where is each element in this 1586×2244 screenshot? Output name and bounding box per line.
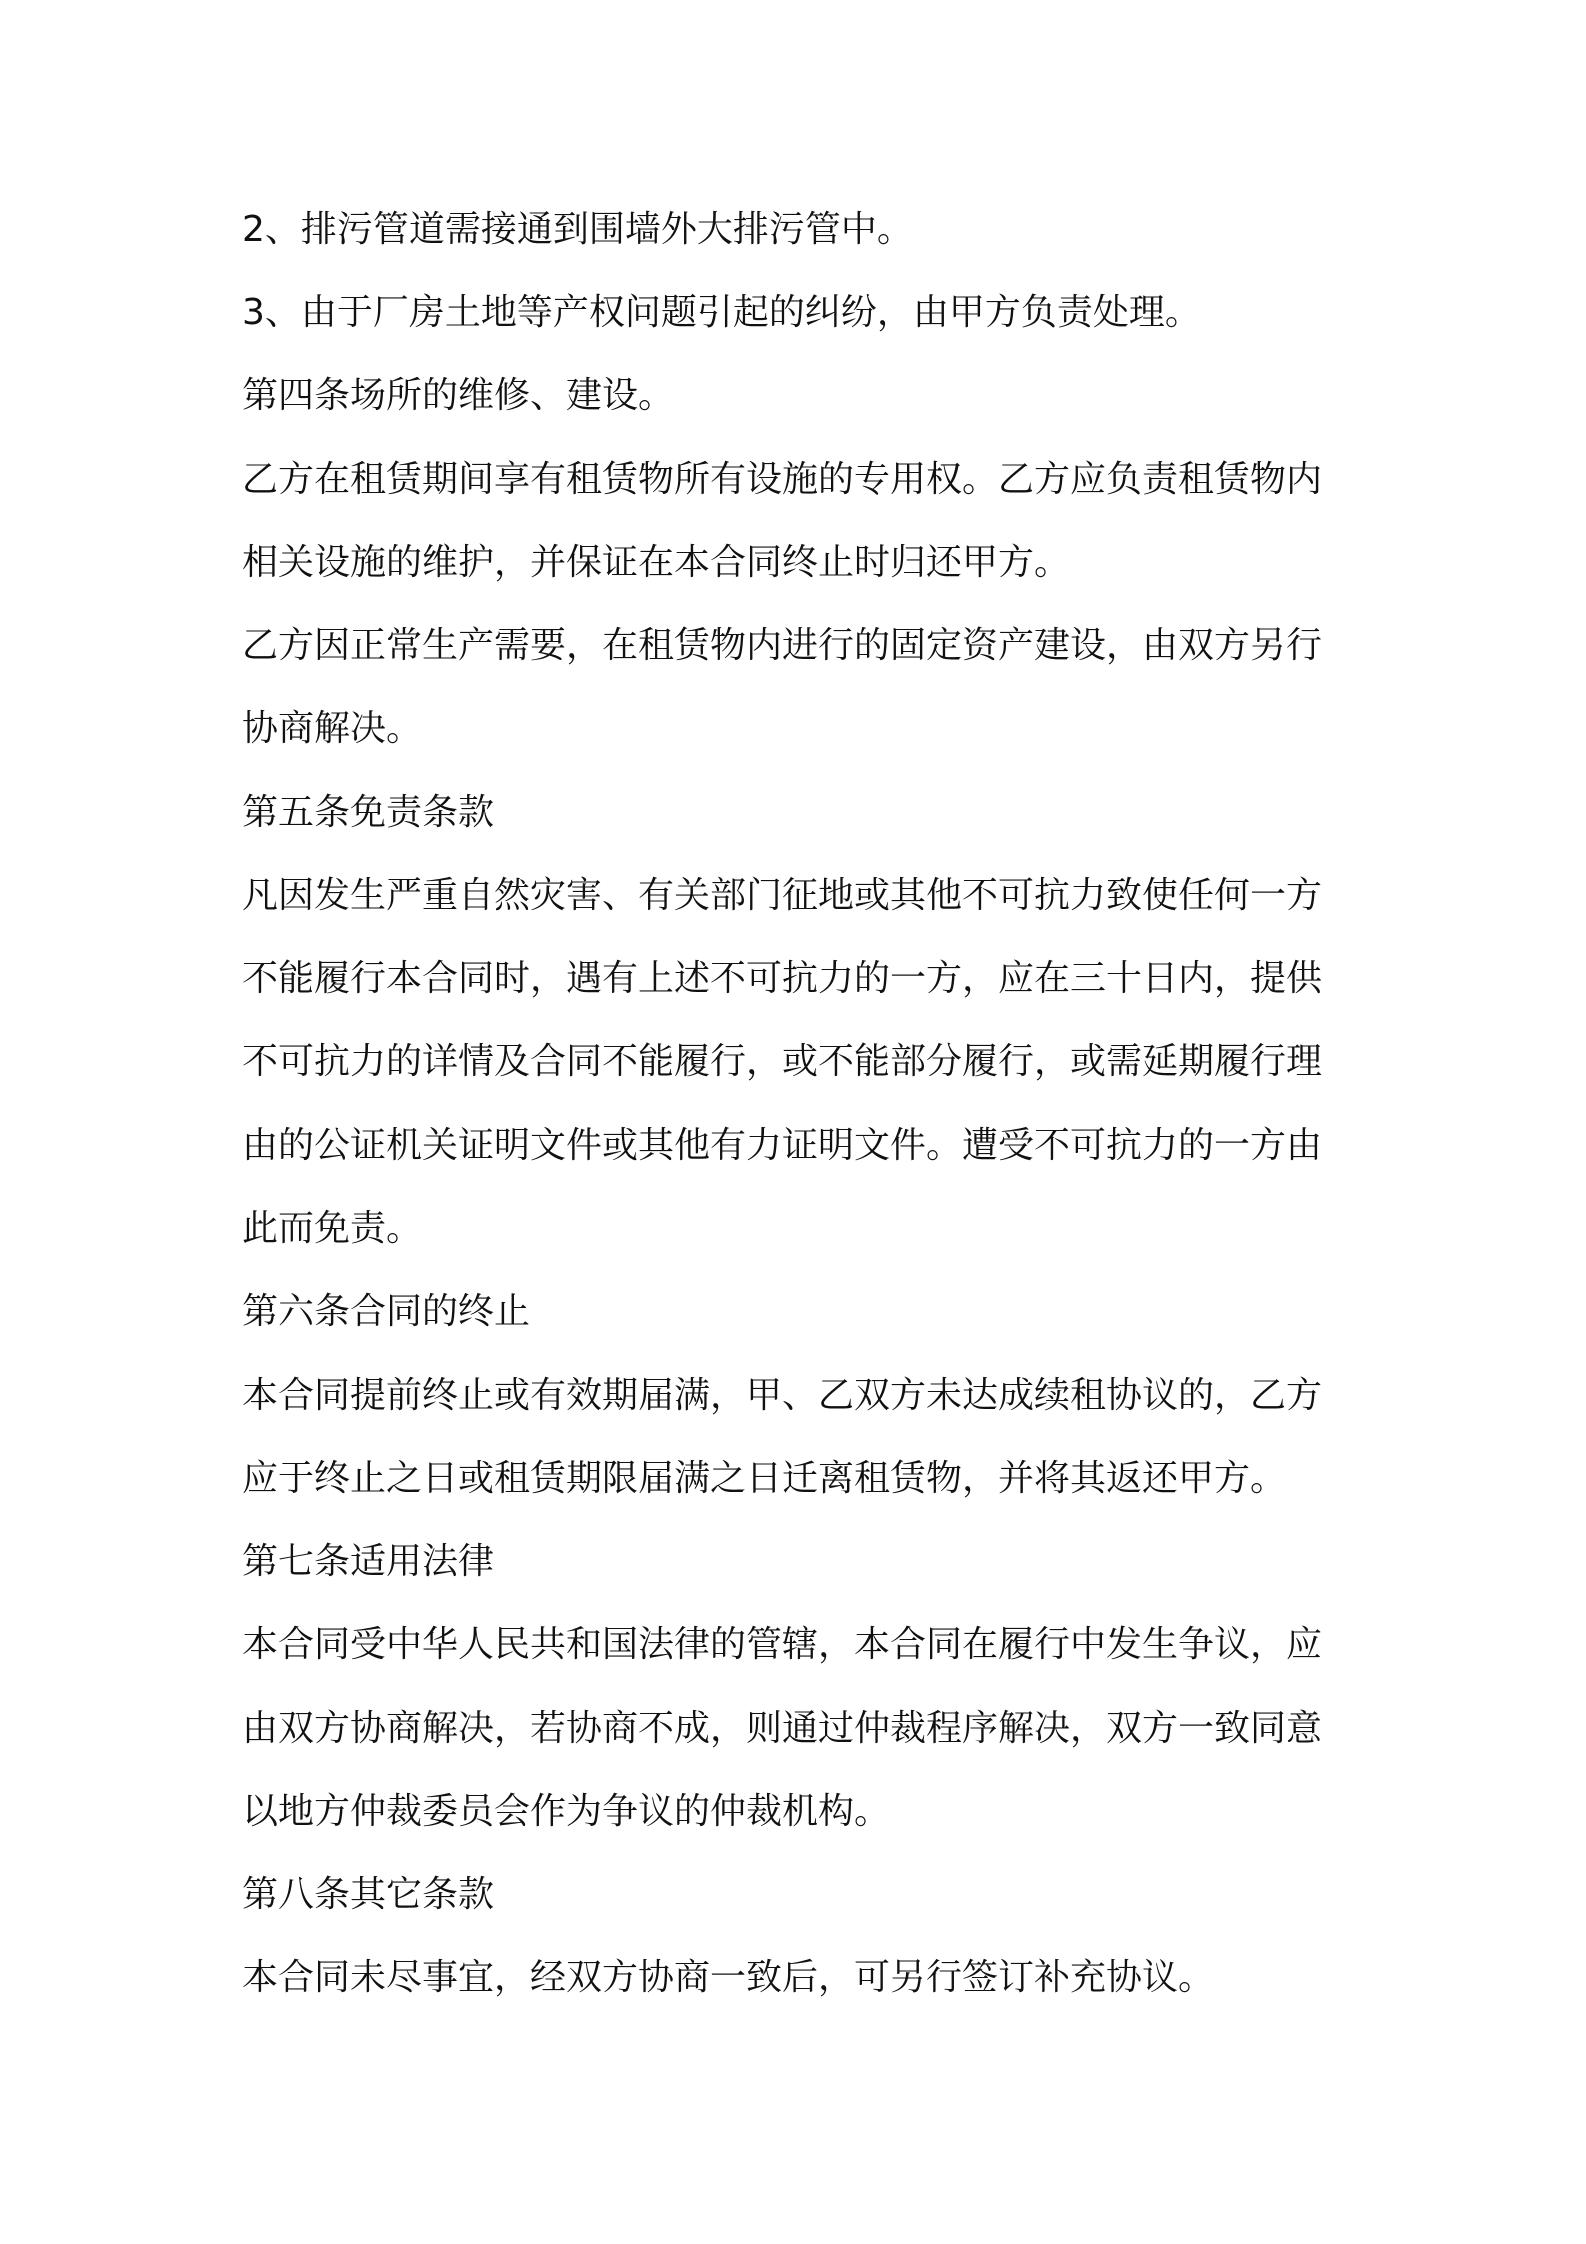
clause-line: 凡因发生严重自然灾害、有关部门征地或其他不可抗力致使任何一方 xyxy=(242,875,1323,916)
clause-line: 本合同受中华人民共和国法律的管辖，本合同在履行中发生争议，应 xyxy=(242,1624,1323,1665)
article-heading: 第五条免责条款 xyxy=(242,792,495,833)
clause-line: 不可抗力的详情及合同不能履行，或不能部分履行，或需延期履行理 xyxy=(242,1041,1323,1082)
article-heading: 第四条场所的维修、建设。 xyxy=(242,375,675,416)
clause-line: 协商解决。 xyxy=(242,708,423,749)
clause-line: 3、由于厂房土地等产权问题引起的纠纷，由甲方负责处理。 xyxy=(242,292,1201,333)
clause-line: 应于终止之日或租赁期限届满之日迁离租赁物，并将其返还甲方。 xyxy=(242,1458,1287,1499)
clause-line: 以地方仲裁委员会作为争议的仲裁机构。 xyxy=(242,1791,891,1832)
clause-line: 相关设施的维护，并保证在本合同终止时归还甲方。 xyxy=(242,542,1071,583)
clause-line: 由的公证机关证明文件或其他有力证明文件。遭受不可抗力的一方由 xyxy=(242,1125,1323,1166)
clause-line: 乙方在租赁期间享有租赁物所有设施的专用权。乙方应负责租赁物内 xyxy=(242,459,1323,500)
clause-line: 此而免责。 xyxy=(242,1208,423,1249)
clause-line: 2、排污管道需接通到围墙外大排污管中。 xyxy=(242,209,913,250)
clause-line: 本合同未尽事宜，经双方协商一致后，可另行签订补充协议。 xyxy=(242,1957,1215,1998)
clause-line: 乙方因正常生产需要，在租赁物内进行的固定资产建设，由双方另行 xyxy=(242,625,1323,666)
clause-line: 由双方协商解决，若协商不成，则通过仲裁程序解决，双方一致同意 xyxy=(242,1708,1323,1749)
clause-line: 不能履行本合同时，遇有上述不可抗力的一方，应在三十日内，提供 xyxy=(242,958,1323,999)
article-heading: 第七条适用法律 xyxy=(242,1541,495,1582)
article-heading: 第六条合同的终止 xyxy=(242,1291,531,1332)
article-heading: 第八条其它条款 xyxy=(242,1874,495,1915)
clause-line: 本合同提前终止或有效期届满，甲、乙双方未达成续租协议的，乙方 xyxy=(242,1375,1323,1416)
